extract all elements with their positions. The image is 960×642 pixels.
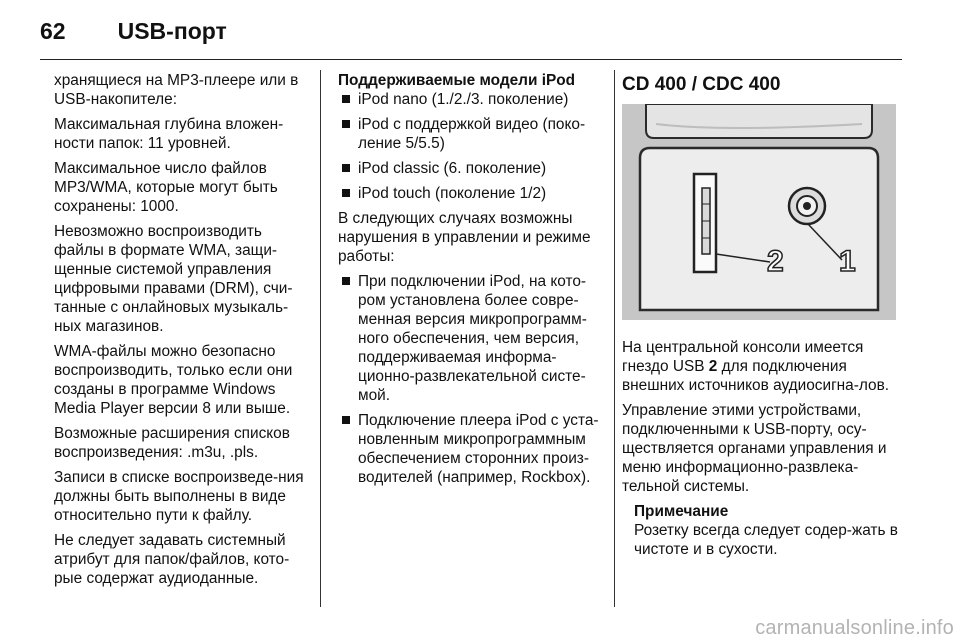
callout-2: 2 bbox=[767, 245, 784, 278]
list-item: При подключении iPod, на кото-ром установлена более совре-менная версия микропрограмм-ного обеспечения, чем версия, поддерживаемая информа-ционно-развлекательной систе-мой. bbox=[338, 272, 606, 405]
paragraph: Максимальная глубина вложен-ности папок: 11 уровней. bbox=[54, 116, 284, 152]
paragraph: WMA-файлы можно безопасно воспроизводить, только если они созданы в программе Windows Media Player версии 8 или выше. bbox=[54, 343, 293, 417]
right-column bbox=[622, 71, 908, 559]
paragraph: Управление этими устройствами, подключенными к USB-порту, осу-ществляется органами управления и меню информационно-развлека-тельной системы. bbox=[622, 402, 887, 495]
list-item: iPod classic (6. поколение) bbox=[338, 159, 606, 178]
usb-port-illustration bbox=[622, 104, 896, 320]
list-item: iPod touch (поколение 1/2) bbox=[338, 184, 606, 203]
paragraph: Максимальное число файлов MP3/WMA, которые могут быть сохранены: 1000. bbox=[54, 160, 278, 215]
column-divider-1 bbox=[320, 70, 321, 607]
header-divider bbox=[40, 59, 902, 60]
malfunction-intro: В следующих случаях возможны нарушения в управлении и режиме работы: bbox=[338, 210, 591, 265]
usb-port-drawing bbox=[622, 104, 896, 320]
page-title: USB-порт bbox=[117, 18, 227, 44]
list-item: iPod nano (1./2./3. поколение) bbox=[338, 90, 606, 109]
left-column bbox=[54, 71, 310, 594]
supported-models-list bbox=[338, 90, 606, 203]
note-text: Розетку всегда следует содер-жать в чистоте и в сухости. bbox=[634, 522, 898, 558]
column-divider-2 bbox=[614, 70, 615, 607]
malfunction-list bbox=[338, 272, 606, 487]
list-item: iPod с поддержкой видео (поко-ление 5/5.5) bbox=[338, 115, 606, 153]
paragraph: На центральной консоли имеется гнездо USB 2 для подключения внешних источников аудиосигна-лов. bbox=[622, 339, 890, 394]
paragraph: Не следует задавать системный атрибут для папок/файлов, кото-рые содержат аудиоданные. bbox=[54, 532, 290, 587]
page-header bbox=[40, 18, 227, 48]
page-number: 62 bbox=[40, 18, 66, 44]
paragraph: Возможные расширения списков воспроизведения: .m3u, .pls. bbox=[54, 425, 290, 461]
middle-column bbox=[338, 71, 606, 493]
paragraph: Записи в списке воспроизведе-ния должны быть выполнены в виде относительно пути к файлу. bbox=[54, 469, 304, 524]
list-item: Подключение плеера iPod с уста-новленным микропрограммным обеспечением сторонних произ-водителей (например, Rockbox). bbox=[338, 411, 606, 487]
supported-models-heading: Поддерживаемые модели iPod bbox=[338, 72, 576, 89]
paragraph: хранящиеся на MP3-плеере или в USB-накопителе: bbox=[54, 72, 299, 108]
callout-1: 1 bbox=[839, 245, 856, 278]
watermark: carmanualsonline.info bbox=[755, 617, 954, 639]
section-title: CD 400 / CDC 400 bbox=[622, 74, 781, 95]
note-title: Примечание bbox=[634, 503, 729, 520]
note-block bbox=[622, 502, 908, 559]
paragraph: Невозможно воспроизводить файлы в формате WMA, защи-щенные системой управления цифровыми правами (DRM), счи-танные с онлайновых музыкаль-ных магазинов. bbox=[54, 223, 293, 335]
usb-socket-number: 2 bbox=[708, 358, 718, 375]
